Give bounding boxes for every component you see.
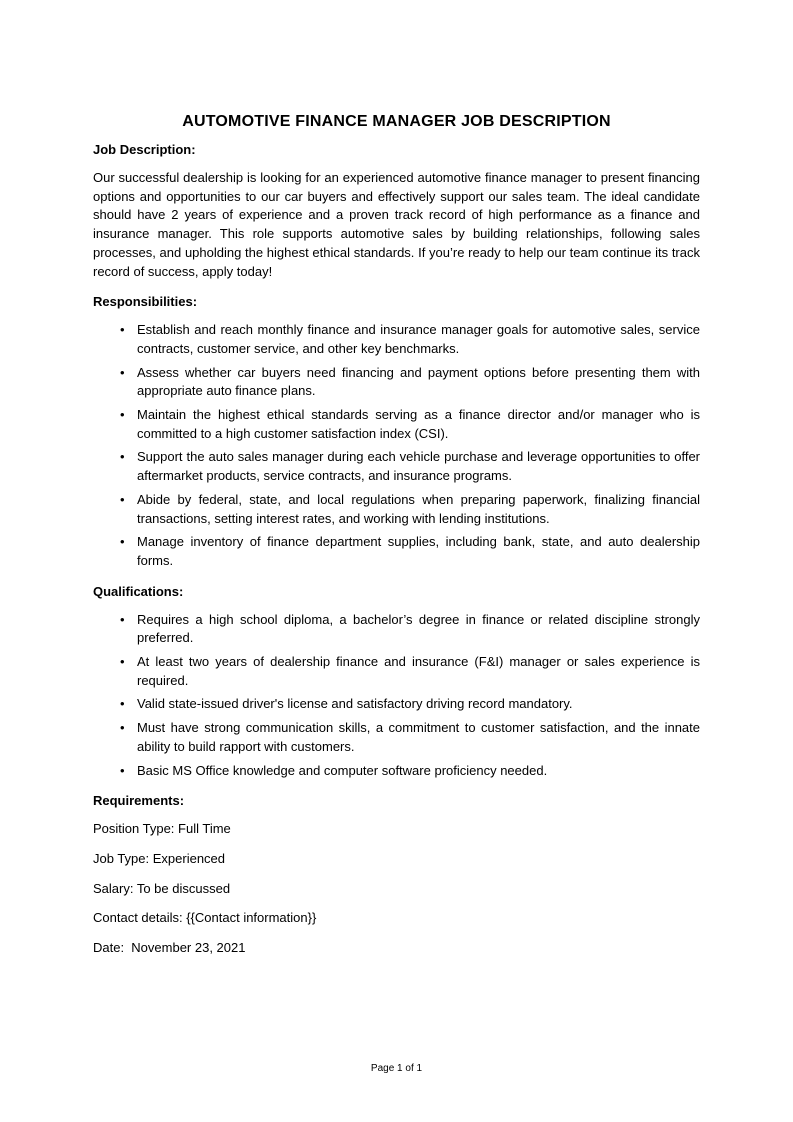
bullet-item: • Maintain the highest ethical standards serving as a finance director and/or manager who is committed to a high customer satisfaction index (CSI). (93, 406, 700, 443)
section-heading-responsibilities: Responsibilities: (93, 294, 198, 310)
contact-details-line: Contact details: {{Contact information}} (93, 910, 317, 926)
bullet-item: • Requires a high school diploma, a bachelor’s degree in finance or related discipline strongly preferred. (93, 611, 700, 648)
section-heading-job-description: Job Description: (93, 142, 196, 157)
job-type-line: Job Type: Experienced (93, 850, 226, 866)
section-heading-qualifications: Qualifications: (93, 583, 184, 599)
bullet-item: • Assess whether car buyers need financing and payment options before presenting them with appropriate auto finance plans. (93, 364, 700, 401)
position-type-line: Position Type: Full Time (93, 821, 231, 837)
bullet-item: • Basic MS Office knowledge and computer software proficiency needed. (93, 762, 700, 781)
bullet-item: • Valid state-issued driver's license and satisfactory driving record mandatory. (93, 695, 700, 714)
job-description-paragraph: Our successful dealership is looking for an experienced automotive finance manager to present financing options and opportunities to our car buyers and effectively support our sales team. The ideal candidate should have 2 years of experience and a proven track record of high performance as a finance and insurance manager. This role supports automotive sales by building relationships, following sales processes, and upholding the highest ethical standards. If you’re ready to help our team continue its track record of success, apply today! (93, 170, 700, 279)
bullet-item: • Support the auto sales manager during each vehicle purchase and leverage opportunities to offer aftermarket products, service contracts, and insurance programs. (93, 448, 700, 485)
bullet-item: • Abide by federal, state, and local regulations when preparing paperwork, finalizing financial transactions, setting interest rates, and working with lending institutions. (93, 491, 700, 528)
bullet-item: • At least two years of dealership finance and insurance (F&I) manager or sales experience is required. (93, 653, 700, 690)
page-title: AUTOMOTIVE FINANCE MANAGER JOB DESCRIPTION (182, 113, 611, 130)
page-number-footer: Page 1 of 1 (370, 1063, 423, 1074)
bullet-item: • Must have strong communication skills, a commitment to customer satisfaction, and the innate ability to build rapport with customers. (93, 719, 700, 756)
bullet-item: • Manage inventory of finance department supplies, including bank, state, and auto dealership forms. (93, 533, 700, 570)
section-heading-requirements: Requirements: (93, 793, 185, 809)
qualifications-list (93, 611, 700, 781)
bullet-item: • Establish and reach monthly finance and insurance manager goals for automotive sales, service contracts, customer service, and other key benchmarks. (93, 321, 700, 358)
responsibilities-list (93, 321, 700, 570)
date-line: Date: November 23, 2021 (93, 940, 246, 956)
salary-line: Salary: To be discussed (93, 880, 231, 896)
